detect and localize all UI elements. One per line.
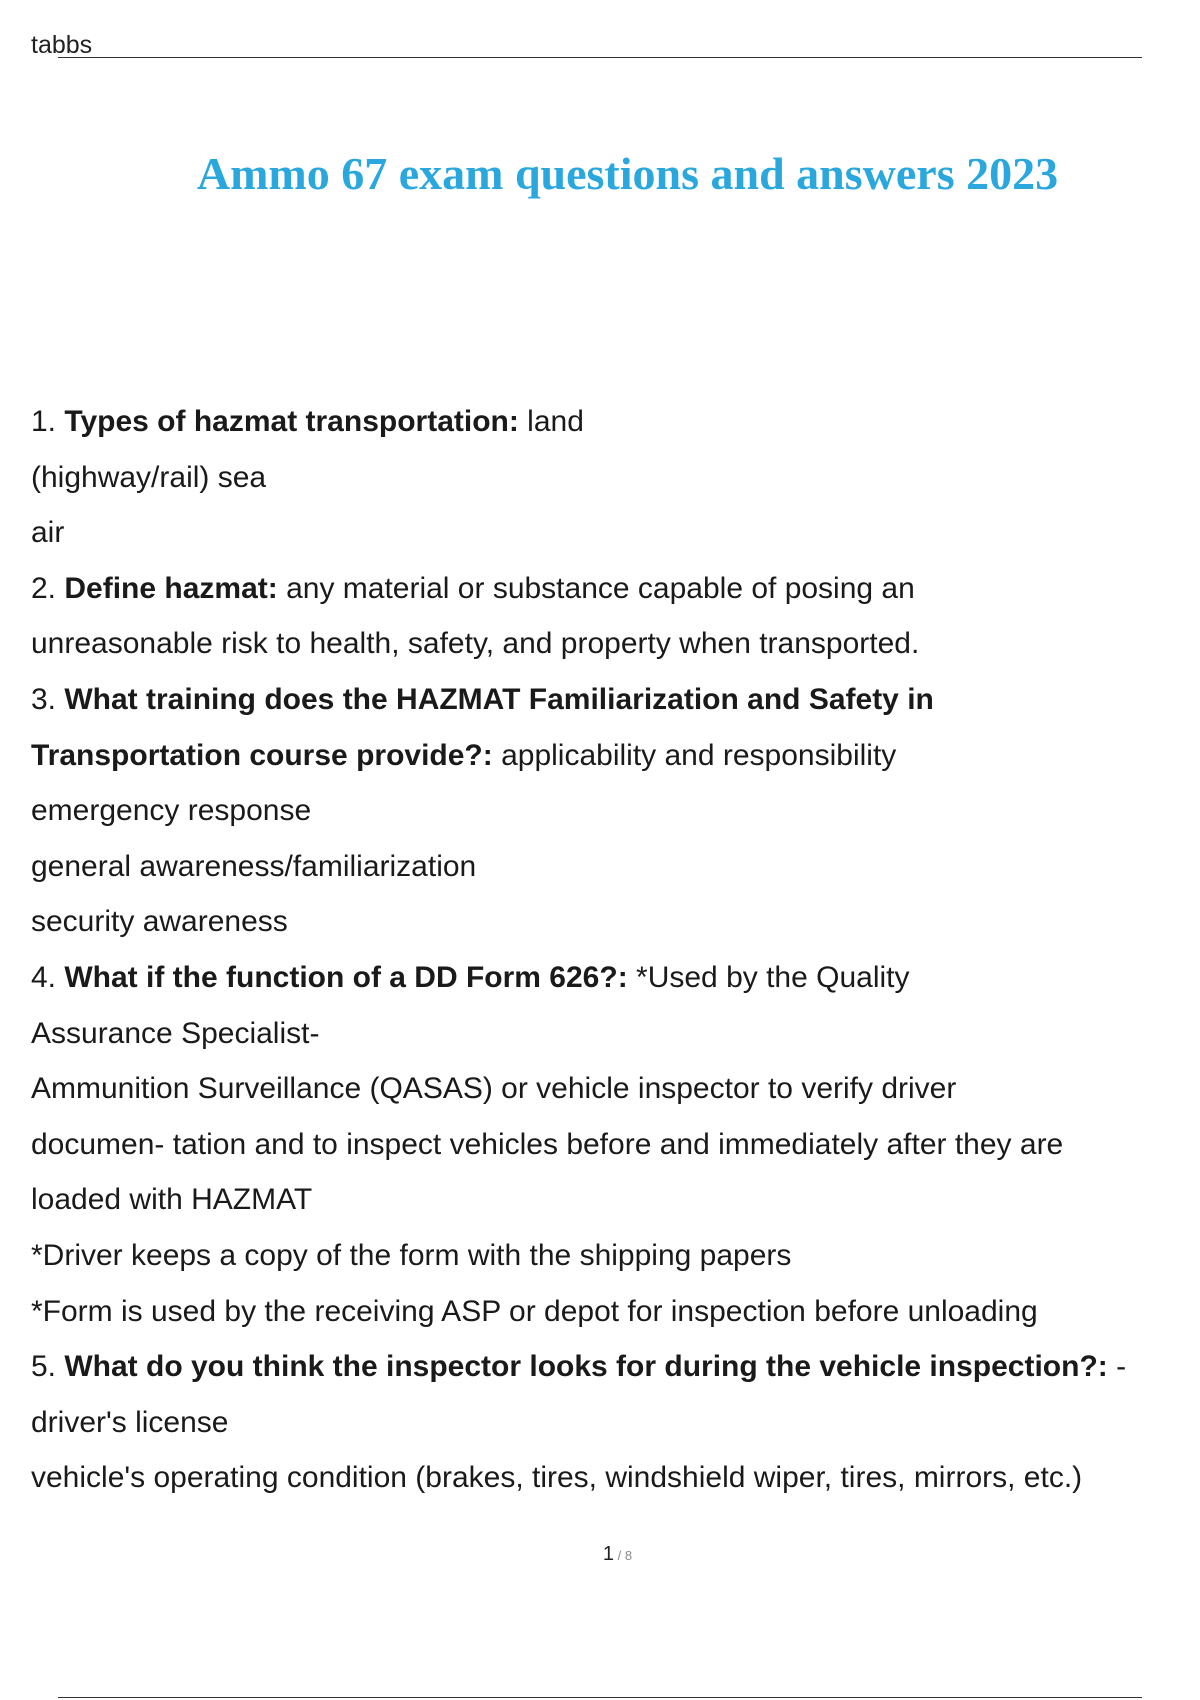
text-line <box>31 1395 1200 1451</box>
answer-text: (highway/rail) sea <box>31 460 267 494</box>
answer-text: air <box>31 516 65 550</box>
page-counter <box>0 1540 1200 1570</box>
answer-text: land <box>518 405 584 438</box>
question-number: 5. <box>31 1350 65 1384</box>
text-line <box>31 561 1200 617</box>
question-text: Transportation course provide?: <box>31 738 493 772</box>
answer-text: security awareness <box>31 905 288 939</box>
text-line <box>31 894 1200 950</box>
answer-text: *Form is used by the receiving ASP or depot for inspection before unloading <box>31 1294 1038 1328</box>
text-line <box>31 1061 1200 1117</box>
question-number: 3. <box>31 682 65 716</box>
question-text: What training does the HAZMAT Familiarization and Safety in <box>64 682 934 716</box>
text-line <box>31 1006 1200 1062</box>
answer-text: *Used by the Quality <box>627 960 910 994</box>
answer-text: Assurance Specialist- <box>31 1016 320 1050</box>
question-text: What if the function of a DD Form 626?: <box>64 960 628 994</box>
answer-text: documen- tation and to inspect vehicles before and immediately after they are <box>31 1127 1064 1161</box>
text-line <box>31 616 1200 672</box>
text-line <box>31 950 1200 1006</box>
header-label: tabbs <box>31 31 93 59</box>
text-line <box>31 1284 1200 1340</box>
question-number: 4. <box>31 960 65 994</box>
text-line <box>31 394 1200 450</box>
text-line <box>31 783 1200 839</box>
answer-text: - <box>1107 1350 1127 1384</box>
text-line <box>31 1450 1200 1506</box>
question-text: Types of hazmat transportation: <box>64 405 519 438</box>
question-number: 2. <box>31 571 65 605</box>
text-line <box>31 839 1200 895</box>
answer-text: emergency response <box>31 794 312 828</box>
answer-text: loaded with HAZMAT <box>31 1183 313 1217</box>
text-line <box>31 1339 1200 1395</box>
qa-body <box>31 394 1200 1506</box>
document-title: Ammo 67 exam questions and answers 2023 <box>196 148 1059 199</box>
answer-text: any material or substance capable of posing an <box>277 571 915 605</box>
answer-text: applicability and responsibility <box>492 738 897 772</box>
answer-text: unreasonable risk to health, safety, and property when transported. <box>31 627 920 661</box>
text-line <box>31 450 1200 506</box>
text-line <box>31 1117 1200 1173</box>
total-pages: / 8 <box>614 1548 633 1563</box>
text-line <box>31 1172 1200 1228</box>
current-page: 1 <box>602 1543 615 1565</box>
answer-text: general awareness/familiarization <box>31 849 477 883</box>
text-line <box>31 1228 1200 1284</box>
text-line <box>31 728 1200 784</box>
answer-text: vehicle's operating condition (brakes, tires, windshield wiper, tires, mirrors, etc.) <box>31 1461 1083 1495</box>
answer-text: *Driver keeps a copy of the form with the shipping papers <box>31 1238 792 1272</box>
question-number: 1. <box>31 405 65 438</box>
footer-rule <box>58 1697 1142 1698</box>
answer-text: driver's license <box>31 1405 229 1439</box>
text-line <box>31 672 1200 728</box>
text-line <box>31 505 1200 561</box>
header-rule <box>58 57 1142 58</box>
question-text: What do you think the inspector looks for during the vehicle inspection?: <box>64 1350 1108 1384</box>
answer-text: Ammunition Surveillance (QASAS) or vehicle inspector to verify driver <box>31 1072 957 1106</box>
question-text: Define hazmat: <box>64 571 278 605</box>
